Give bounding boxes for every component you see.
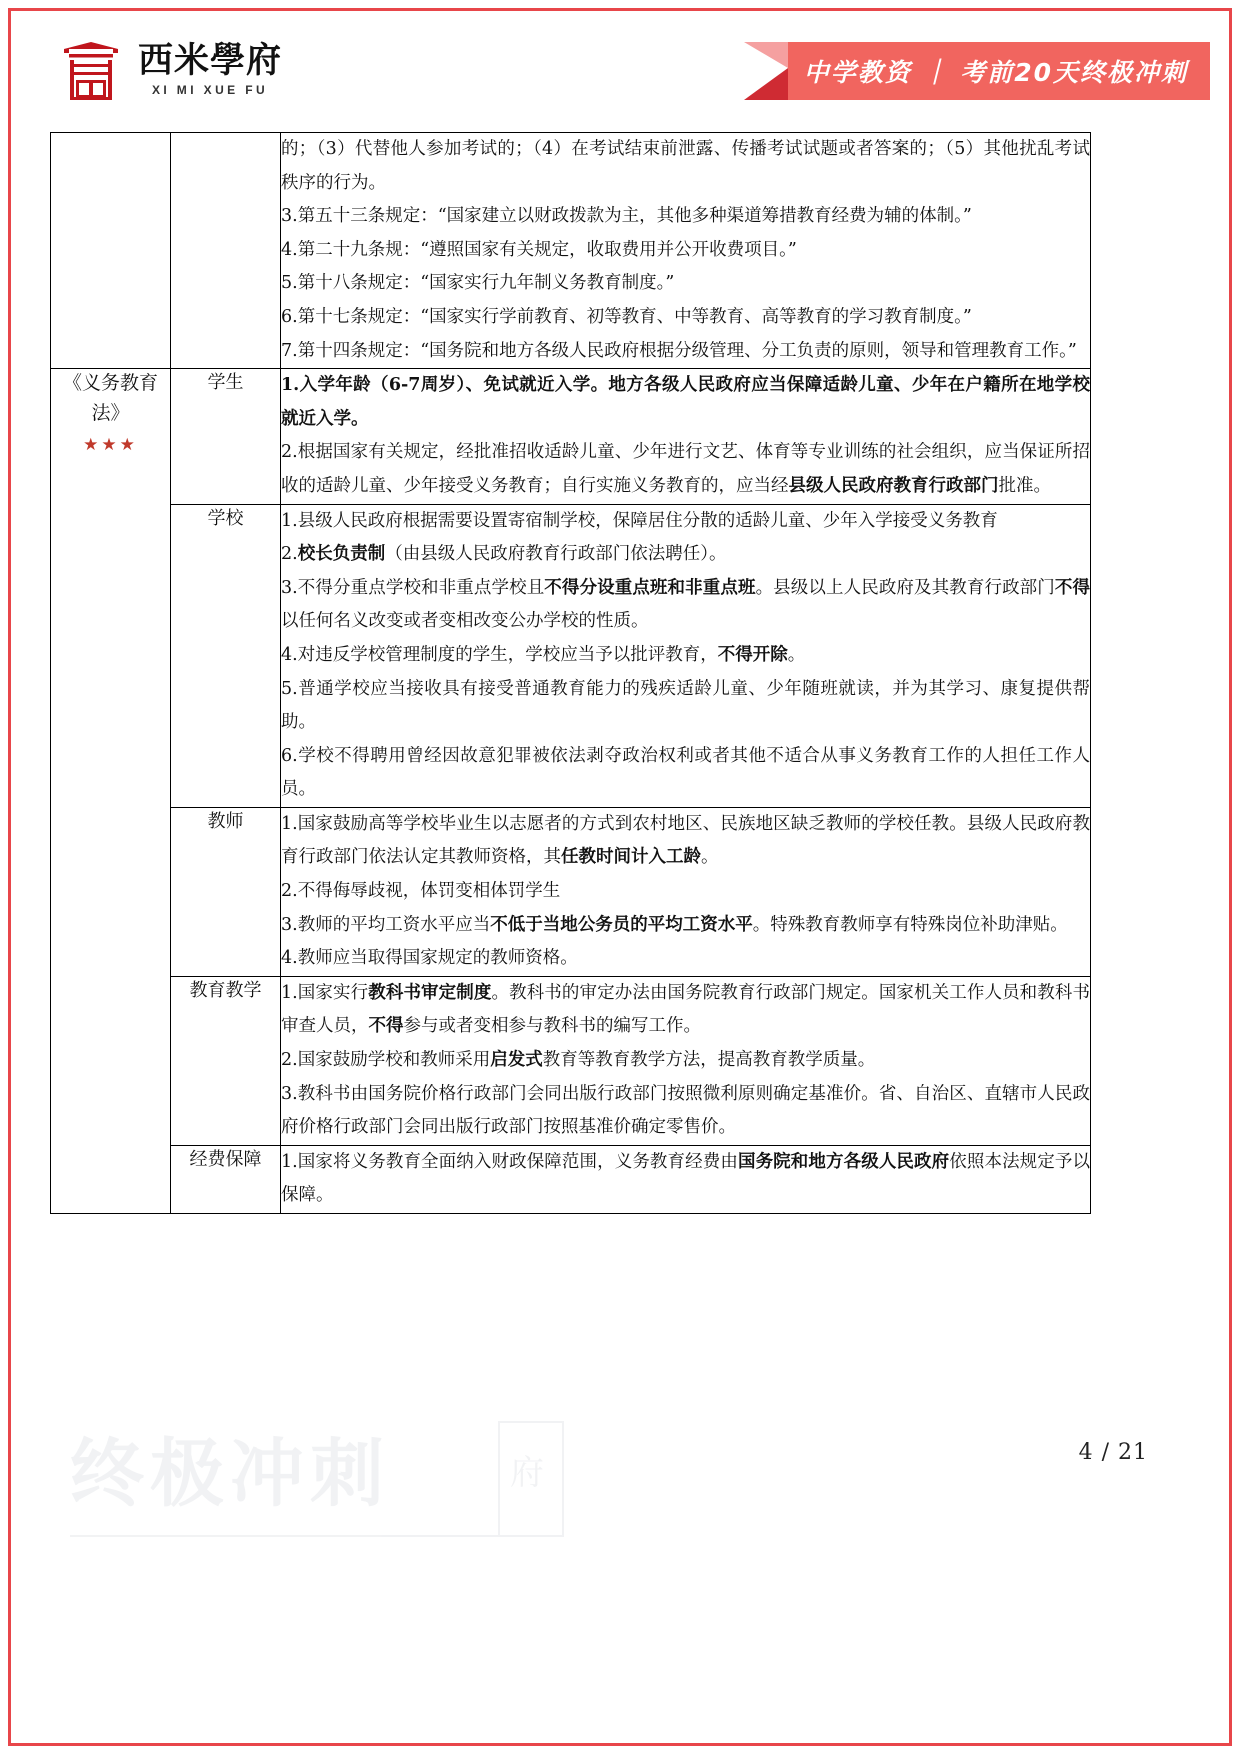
content-cell [281,133,1091,369]
content-cell [281,976,1091,1145]
content-paragraph: 5.第十八条规定：“国家实行九年制义务教育制度。” [281,273,675,294]
law-name-cell-empty [51,133,171,369]
watermark-seal-char: 府 [510,1453,544,1493]
content-paragraph: 3.第五十三条规定：“国家建立以财政拨款为主，其他多种渠道筹措教育经费为辅的体制。” [281,206,972,227]
content-cell [281,504,1091,807]
content-paragraph: 6.第十七条规定：“国家实行学前教育、初等教育、中等教育、高等教育的学习教育制度。” [281,306,972,327]
law-name-cell [51,369,171,1214]
topic-cell-teaching: 教育教学 [171,976,281,1145]
content-paragraph: 1.入学年龄（6-7周岁）、免试就近入学。地方各级人民政府应当保障适龄儿童、少年在户籍所在地学校就近入学。 [281,375,1090,429]
table-row [51,1145,1091,1213]
table-row [51,504,1091,807]
content-paragraph: 1.国家鼓励高等学校毕业生以志愿者的方式到农村地区、民族地区缺乏教师的学校任教。县级人民政府教育行政部门依法认定其教师资格，其任教时间计入工龄。 [281,813,1090,868]
table-row [51,133,1091,369]
content-paragraph: 4.第二十九条规：“遵照国家有关规定，收取费用并公开收费项目。” [281,239,797,260]
law-summary-table [50,132,1091,1214]
page-header [0,0,1240,125]
content-paragraph: 3.不得分重点学校和非重点学校且不得分设重点班和非重点班。县级以上人民政府及其教育行政部门不得以任何名义改变或者变相改变公办学校的性质。 [281,577,1090,632]
content-paragraph: 4.教师应当取得国家规定的教师资格。 [281,948,578,969]
content-paragraph: 2.校长负责制（由县级人民政府教育行政部门依法聘任）。 [281,544,727,565]
table-row [51,807,1091,976]
law-title: 《义务教育法》 [62,372,158,424]
content-paragraph: 1.国家实行教科书审定制度。教科书的审定办法由国务院教育行政部门规定。国家机关工作人员和教科书审查人员，不得参与或者变相参与教科书的编写工作。 [281,982,1090,1037]
gate-seal-icon [58,36,124,102]
brand-name-en: XI MI XUE FU [151,82,269,97]
content-paragraph: 5.普通学校应当接收具有接受普通教育能力的残疾适龄儿童、少年随班就读，并为其学习、康复提供帮助。 [281,678,1090,733]
topic-cell-empty [171,133,281,369]
content-paragraph: 的；（3）代替他人参加考试的；（4）在考试结束前泄露、传播考试试题或者答案的；（5）其他扰乱考试秩序的行为。 [281,139,1090,193]
banner-label: 中学教资 ｜ 考前20天终极冲刺 [803,58,1188,87]
watermark-text: 终极冲刺 [70,1431,390,1517]
table-row [51,976,1091,1145]
topic-cell-student: 学生 [171,369,281,504]
content-paragraph: 3.教师的平均工资水平应当不低于当地公务员的平均工资水平。特殊教育教师享有特殊岗位补助津贴。 [281,914,1068,935]
banner-fold-decoration [744,42,788,100]
content-paragraph: 2.国家鼓励学校和教师采用启发式教育等教育教学方法，提高教育教学质量。 [281,1050,876,1071]
watermark-seal-box [498,1421,564,1537]
content-cell [281,369,1091,504]
content-paragraph: 1.县级人民政府根据需要设置寄宿制学校，保障居住分散的适龄儿童、少年入学接受义务教育 [281,510,998,531]
content-paragraph: 4.对违反学校管理制度的学生，学校应当予以批评教育，不得开除。 [281,644,806,665]
content-cell [281,1145,1091,1213]
course-banner [744,42,1210,100]
watermark-underline [70,1535,545,1537]
difficulty-stars: ★★★ [83,435,138,456]
content-paragraph: 2.不得侮辱歧视，体罚变相体罚学生 [281,881,561,902]
brand-name-cn: 西米學府 [138,39,283,81]
table-row [51,369,1091,504]
content-paragraph: 2.根据国家有关规定，经批准招收适龄儿童、少年进行文艺、体育等专业训练的社会组织，应当保证所招收的适龄儿童、少年接受义务教育；自行实施义务教育的，应当经县级人民政府教育行政部门批准。 [281,442,1090,496]
content-paragraph: 1.国家将义务教育全面纳入财政保障范围，义务教育经费由国务院和地方各级人民政府依照本法规定予以保障。 [281,1151,1090,1206]
content-paragraph: 6.学校不得聘用曾经因故意犯罪被依法剥夺政治权利或者其他不适合从事义务教育工作的人担任工作人员。 [281,745,1090,800]
page-watermark [70,1415,560,1545]
content-paragraph: 7.第十四条规定：“国务院和地方各级人民政府根据分级管理、分工负责的原则，领导和管理教育工作。” [281,340,1077,361]
content-cell [281,807,1091,976]
topic-cell-school: 学校 [171,504,281,807]
page-number: 4 / 21 [1078,1440,1148,1465]
topic-cell-funding: 经费保障 [171,1145,281,1213]
topic-cell-teacher: 教师 [171,807,281,976]
brand-logo [58,36,282,102]
content-paragraph: 3.教科书由国务院价格行政部门会同出版行政部门按照微利原则确定基准价。省、自治区、直辖市人民政府价格行政部门会同出版行政部门按照基准价确定零售价。 [281,1083,1090,1138]
